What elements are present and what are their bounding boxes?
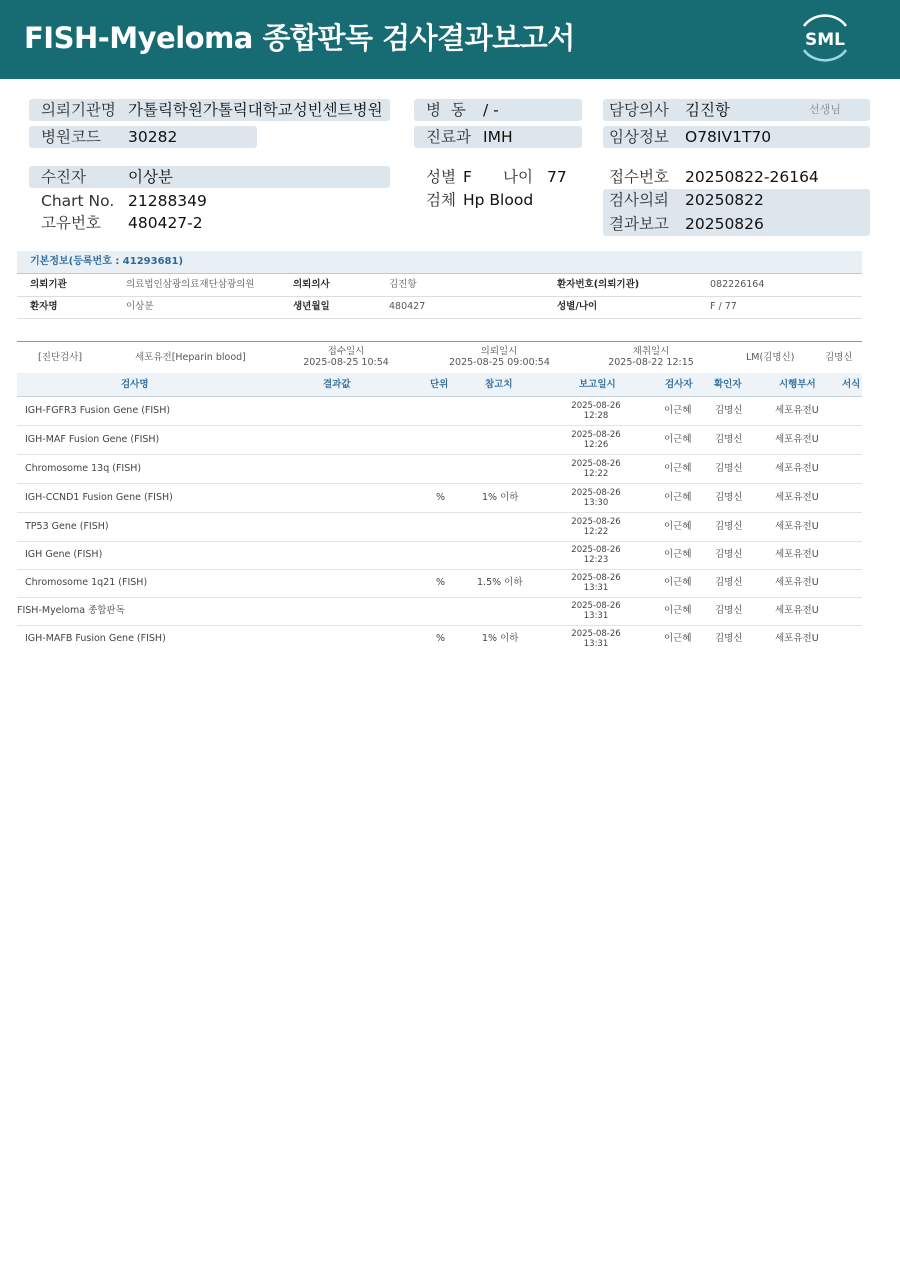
basic-info-heading <box>17 251 862 274</box>
receipt-value: 20250822-26164 <box>685 168 819 186</box>
basic-label: 환자번호(의뢰기관) <box>557 279 640 290</box>
row-test-name: IGH Gene (FISH) <box>25 549 103 560</box>
row-confirmer: 김명신 <box>715 434 743 445</box>
order-collect <box>605 346 697 368</box>
ward-field <box>414 99 582 121</box>
row-report-datetime <box>561 601 631 621</box>
hosp-code-value: 30282 <box>128 128 178 146</box>
row-report-datetime <box>561 517 631 537</box>
dept-label: 진료과 <box>426 128 471 146</box>
chart-value: 21288349 <box>128 192 207 210</box>
row-report-datetime <box>561 488 631 508</box>
row-report-datetime <box>561 401 631 421</box>
row-tester: 이근혜 <box>664 605 692 616</box>
basic-value: 082226164 <box>710 279 765 290</box>
order-category: [진단검사] <box>38 352 83 363</box>
order-receipt <box>301 346 391 368</box>
row-test-name: IGH-MAF Fusion Gene (FISH) <box>25 434 160 445</box>
row-dept: 세포유전U <box>775 605 819 616</box>
row-report-date: 2025-08-26 <box>571 430 621 440</box>
row-dept: 세포유전U <box>775 633 819 644</box>
col-confirmer: 확인자 <box>714 379 742 390</box>
table-row <box>17 513 862 542</box>
ward-label: 병 동 <box>426 101 466 119</box>
row-report-time: 12:22 <box>583 527 609 537</box>
report-date-label: 결과보고 <box>609 215 669 233</box>
basic-label: 의뢰의사 <box>293 279 330 290</box>
doctor-label: 담당의사 <box>609 101 669 119</box>
row-confirmer: 김명신 <box>715 605 743 616</box>
doctor-value: 김진항 <box>685 101 730 119</box>
specimen-value: Hp Blood <box>463 191 534 209</box>
sml-logo <box>796 12 854 64</box>
row-test-name: IGH-FGFR3 Fusion Gene (FISH) <box>25 405 171 416</box>
row-unit: % <box>436 577 446 588</box>
row-test-name: TP53 Gene (FISH) <box>25 521 109 532</box>
row-tester: 이근혜 <box>664 633 692 644</box>
row-ref: 1% 이하 <box>482 633 519 644</box>
chart-label: Chart No. <box>41 192 115 210</box>
age-value: 77 <box>547 168 567 186</box>
clinical-value: O78IV1T70 <box>685 128 772 146</box>
patient-field <box>29 166 390 188</box>
col-report: 보고일시 <box>579 379 616 390</box>
order-request-value: 2025-08-25 09:00:54 <box>449 357 550 368</box>
basic-value: 이상분 <box>126 301 154 312</box>
row-report-time: 13:31 <box>583 611 609 621</box>
row-dept: 세포유전U <box>775 577 819 588</box>
age-label: 나이 <box>503 168 533 186</box>
basic-label: 생년월일 <box>293 301 330 312</box>
results-table-header <box>17 373 862 397</box>
uid-field <box>29 212 390 234</box>
basic-value: 480427 <box>389 301 426 312</box>
row-confirmer: 김명신 <box>715 633 743 644</box>
row-confirmer: 김명신 <box>715 549 743 560</box>
table-row <box>17 625 862 653</box>
row-report-datetime <box>561 459 631 479</box>
row-confirmer: 김명신 <box>715 577 743 588</box>
order-request <box>449 346 549 368</box>
row-confirmer: 김명신 <box>715 463 743 474</box>
basic-value: F / 77 <box>710 301 737 312</box>
row-report-time: 12:28 <box>583 411 609 421</box>
order-receipt-label: 접수일시 <box>327 346 365 357</box>
basic-info-title: 기본정보(등록번호 : 41293681) <box>30 256 184 267</box>
dept-value: IMH <box>483 128 513 146</box>
doctor-suffix: 선생님 <box>809 103 841 116</box>
basic-value: 의료법인삼광의료재단삼광의원 <box>126 279 255 290</box>
row-report-time: 12:22 <box>583 469 609 479</box>
row-test-name: IGH-MAFB Fusion Gene (FISH) <box>25 633 166 644</box>
row-report-date: 2025-08-26 <box>571 401 621 411</box>
table-row <box>17 455 862 484</box>
row-dept: 세포유전U <box>775 405 819 416</box>
order-request-label: 의뢰일시 <box>480 346 518 357</box>
uid-value: 480427-2 <box>128 214 203 232</box>
row-report-datetime <box>561 545 631 565</box>
order-info-row <box>17 341 862 373</box>
col-result: 결과값 <box>323 379 351 390</box>
row-report-time: 12:23 <box>583 555 609 565</box>
sex-value: F <box>463 168 472 186</box>
row-test-name: Chromosome 1q21 (FISH) <box>25 577 148 588</box>
table-row <box>17 597 862 626</box>
clinical-field <box>603 126 870 148</box>
row-dept: 세포유전U <box>775 463 819 474</box>
col-tester: 검사자 <box>665 379 693 390</box>
row-unit: % <box>436 633 446 644</box>
table-row <box>17 397 862 426</box>
col-unit: 단위 <box>430 379 449 390</box>
row-dept: 세포유전U <box>775 521 819 532</box>
req-inst-field <box>29 99 390 121</box>
basic-value: 김진항 <box>389 279 417 290</box>
report-title: FISH-Myeloma 종합판독 검사결과보고서 <box>24 21 575 55</box>
row-confirmer: 김명신 <box>715 405 743 416</box>
row-report-date: 2025-08-26 <box>571 601 621 611</box>
row-report-date: 2025-08-26 <box>571 459 621 469</box>
col-ref: 참고치 <box>485 379 513 390</box>
col-name: 검사명 <box>121 379 149 390</box>
req-date-label: 검사의뢰 <box>609 191 669 209</box>
patient-label: 수진자 <box>41 168 86 186</box>
row-tester: 이근혜 <box>664 463 692 474</box>
basic-label: 환자명 <box>30 301 58 312</box>
row-test-name: FISH-Myeloma 종합판독 <box>17 605 125 616</box>
clinical-label: 임상정보 <box>609 128 669 146</box>
row-tester: 이근혜 <box>664 492 692 503</box>
row-report-time: 13:31 <box>583 583 609 593</box>
row-test-name: Chromosome 13q (FISH) <box>25 463 142 474</box>
table-row <box>17 484 862 513</box>
row-report-time: 12:26 <box>583 440 609 450</box>
row-report-datetime <box>561 430 631 450</box>
dates-field <box>603 189 870 236</box>
row-tester: 이근혜 <box>664 521 692 532</box>
specimen-label: 검체 <box>426 191 456 209</box>
table-row <box>17 541 862 570</box>
svg-text:SML: SML <box>805 30 845 50</box>
row-report-date: 2025-08-26 <box>571 629 621 639</box>
row-report-datetime <box>561 573 631 593</box>
col-format: 서식 <box>842 379 861 390</box>
req-inst-value: 가톨릭학원가톨릭대학교성빈센트병원 <box>128 101 383 119</box>
row-tester: 이근혜 <box>664 434 692 445</box>
row-dept: 세포유전U <box>775 549 819 560</box>
row-confirmer: 김명신 <box>715 521 743 532</box>
sex-age-field <box>414 166 582 188</box>
basic-info-row <box>17 274 862 297</box>
req-inst-label: 의뢰기관명 <box>41 101 116 119</box>
row-tester: 이근혜 <box>664 405 692 416</box>
row-report-date: 2025-08-26 <box>571 573 621 583</box>
table-row <box>17 569 862 598</box>
report-date-value: 20250826 <box>685 215 764 233</box>
basic-label: 성별/나이 <box>557 301 598 312</box>
row-confirmer: 김명신 <box>715 492 743 503</box>
order-signer: 김명신 <box>825 352 853 363</box>
row-ref: 1.5% 이하 <box>477 577 523 588</box>
specimen-field <box>414 189 582 211</box>
order-lm: LM(김명신) <box>746 352 795 363</box>
receipt-label: 접수번호 <box>609 168 669 186</box>
dept-field <box>414 126 582 148</box>
basic-label: 의뢰기관 <box>30 279 67 290</box>
req-date-value: 20250822 <box>685 191 764 209</box>
row-report-date: 2025-08-26 <box>571 488 621 498</box>
basic-info-row <box>17 296 862 319</box>
sex-label: 성별 <box>426 168 456 186</box>
row-test-name: IGH-CCND1 Fusion Gene (FISH) <box>25 492 173 503</box>
row-report-time: 13:30 <box>583 498 609 508</box>
row-tester: 이근혜 <box>664 577 692 588</box>
row-tester: 이근혜 <box>664 549 692 560</box>
row-report-time: 13:31 <box>583 639 609 649</box>
receipt-field <box>603 166 870 188</box>
row-report-date: 2025-08-26 <box>571 545 621 555</box>
hosp-code-label: 병원코드 <box>41 128 101 146</box>
row-unit: % <box>436 492 446 503</box>
patient-value: 이상분 <box>128 168 173 186</box>
uid-label: 고유번호 <box>41 214 101 232</box>
ward-value: / - <box>483 101 499 119</box>
order-collect-value: 2025-08-22 12:15 <box>608 357 694 368</box>
row-dept: 세포유전U <box>775 434 819 445</box>
table-row <box>17 426 862 455</box>
hosp-code-field <box>29 126 257 148</box>
chart-field <box>29 190 390 212</box>
order-collect-label: 채취일시 <box>632 346 670 357</box>
row-report-date: 2025-08-26 <box>571 517 621 527</box>
report-header <box>0 0 900 79</box>
order-receipt-value: 2025-08-25 10:54 <box>303 357 389 368</box>
row-dept: 세포유전U <box>775 492 819 503</box>
row-report-datetime <box>561 629 631 649</box>
col-dept: 시행부서 <box>779 379 816 390</box>
row-ref: 1% 이하 <box>482 492 519 503</box>
doctor-field <box>603 99 870 121</box>
order-specimen: 세포유전[Heparin blood] <box>135 352 246 363</box>
